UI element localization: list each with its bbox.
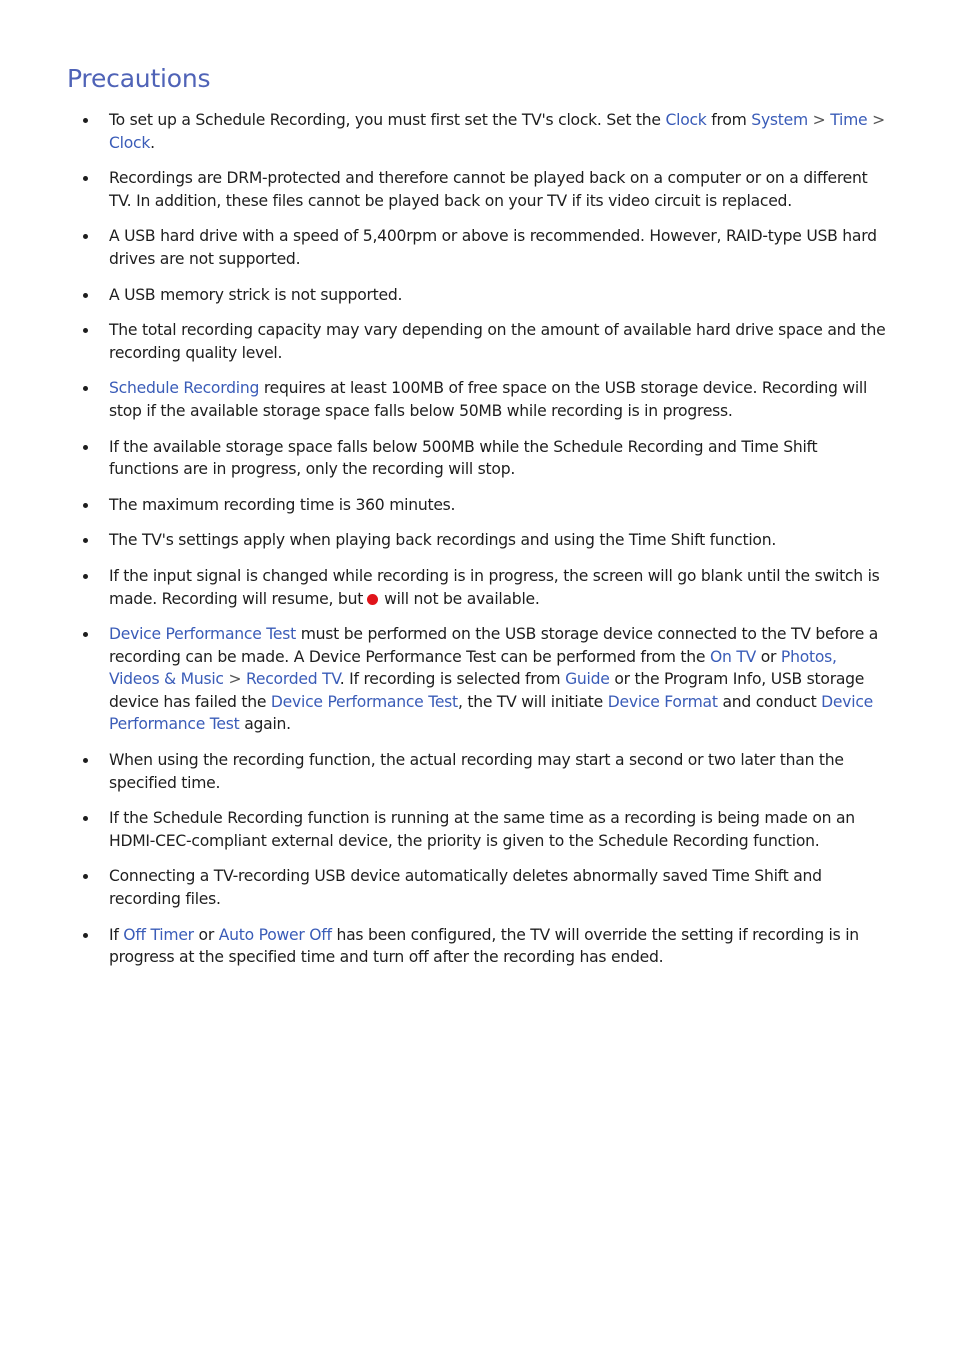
menu-path-photos-videos-music: Photos, Videos & Music	[109, 647, 837, 689]
list-item: Recordings are DRM-protected and therefore cannot be played back on a computer or on a different TV. In addition, these files cannot be played back on your TV if its video circuit is replaced.	[0, 167, 954, 212]
list-item: When using the recording function, the actual recording may start a second or two later than the specified time.	[0, 749, 954, 794]
record-dot-icon	[367, 594, 378, 605]
list-item: If the input signal is changed while recording is in progress, the screen will go blank until the switch is made. Recording will resume, but will not be available.	[0, 565, 954, 610]
keyword-device-performance-test: Device Performance Test	[109, 625, 297, 644]
menu-path-system: System	[751, 111, 808, 129]
path-separator: >	[223, 670, 246, 689]
menu-path-on-tv: On TV	[709, 647, 757, 666]
precautions-list	[0, 109, 954, 982]
page-title: Precautions	[67, 64, 211, 93]
menu-path-clock: Clock	[109, 133, 151, 152]
list-item: The total recording capacity may vary depending on the amount of available hard drive space and the recording quality level.	[0, 319, 954, 364]
path-separator: >	[867, 111, 885, 129]
list-item: Schedule Recording requires at least 100MB of free space on the USB storage device. Recording will stop if the available storage space falls below 50MB while recording is in progress.	[0, 377, 954, 422]
list-item: If the Schedule Recording function is running at the same time as a recording is being made on an HDMI-CEC-compliant external device, the priority is given to the Schedule Recording function.	[0, 807, 954, 852]
list-item: The maximum recording time is 360 minutes.	[0, 494, 954, 517]
keyword-schedule-recording: Schedule Recording	[109, 379, 260, 398]
list-item: If the available storage space falls below 500MB while the Schedule Recording and Time Shift functions are in progress, only the recording will stop.	[0, 436, 954, 481]
path-separator: >	[807, 111, 831, 129]
list-item: The TV's settings apply when playing back recordings and using the Time Shift function.	[0, 529, 954, 552]
keyword-device-performance-test: Device Performance Test	[109, 692, 874, 734]
list-item: A USB hard drive with a speed of 5,400rpm or above is recommended. However, RAID-type USB hard drives are not supported.	[0, 225, 954, 270]
keyword-device-performance-test: Device Performance Test	[270, 692, 458, 711]
list-item: If Off Timer or Auto Power Off has been configured, the TV will override the setting if recording is in progress at the specified time and turn off after the recording has ended.	[0, 924, 954, 969]
list-item: Connecting a TV-recording USB device automatically deletes abnormally saved Time Shift and recording files.	[0, 865, 954, 910]
menu-path-clock: Clock	[665, 111, 707, 129]
menu-path-recorded-tv: Recorded TV	[246, 670, 340, 689]
keyword-device-format: Device Format	[607, 692, 718, 711]
keyword-off-timer: Off Timer	[123, 925, 194, 944]
list-item: Device Performance Test must be performed on the USB storage device connected to the TV before a recording can be made. A Device Performance Test can be performed from the On TV or Photos, Videos & Music > Recorded TV. If recording is selected from Guide or the Program Info, USB storage device has failed the Device Performance Test, the TV will initiate Device Format and conduct Device Performance Test again.	[0, 623, 954, 736]
list-item: To set up a Schedule Recording, you must first set the TV's clock. Set the Clock from System > Time > Clock.	[0, 109, 954, 154]
menu-path-time: Time	[830, 111, 868, 129]
menu-path-guide: Guide	[565, 670, 610, 689]
keyword-auto-power-off: Auto Power Off	[218, 925, 332, 944]
list-item: A USB memory strick is not supported.	[0, 284, 954, 307]
